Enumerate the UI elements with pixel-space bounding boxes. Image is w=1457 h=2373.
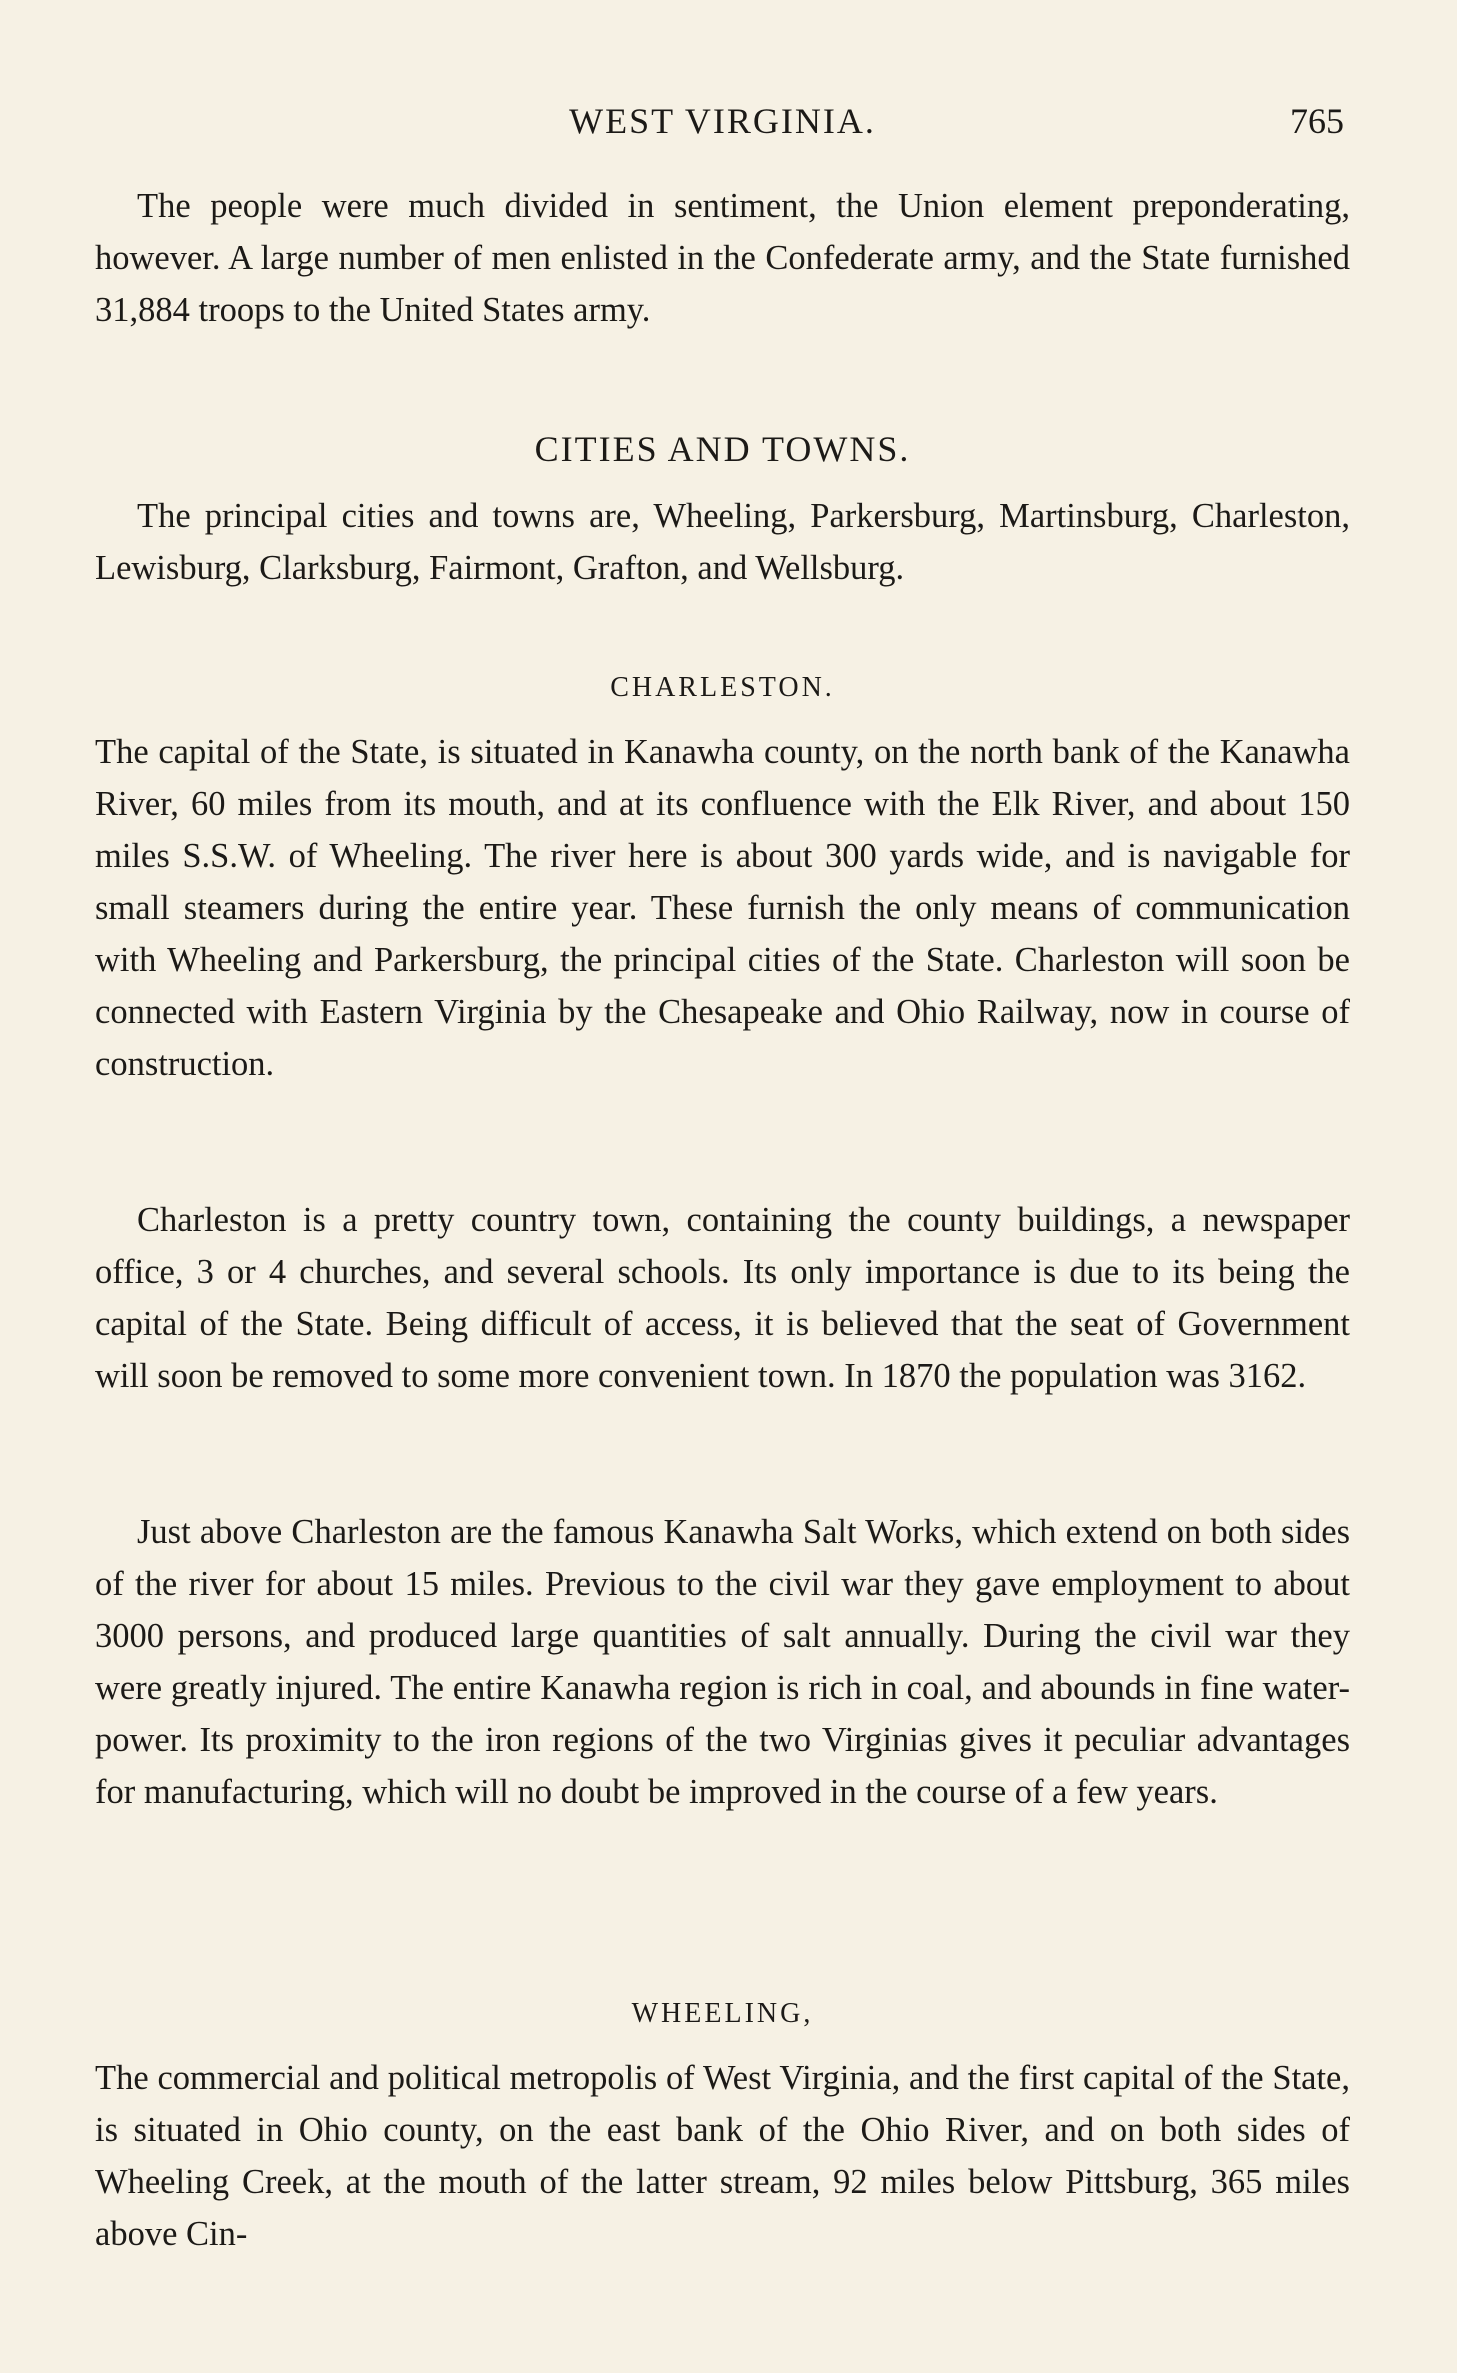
paragraph-union-sentiment: The people were much divided in sentiment, the Union element preponderating, however. A large number of men enlisted in the Confederate army, and the State furnished 31,884 troops to the United States army. [95,187,1350,329]
paragraph-charleston-town: Charleston is a pretty country town, containing the county buildings, a newspaper office, 3 or 4 churches, and several schools. Its only importance is due to its being the capital of the State. Being difficult of access, it is believed that the seat of Government will soon be removed to some more convenient town. In 1870 the population was 3162. [95,1201,1350,1395]
running-head [95,96,1350,146]
paragraph-charleston-capital: The capital of the State, is situated in Kanawha county, on the north bank of the Kanawha River, 60 miles from its mouth, and at its confluence with the Elk River, and about 150 miles S.S.W. of Wheeling. The river here is about 300 yards wide, and is navigable for small steamers during the entire year. These furnish the only means of communication with Wheeling and Parkersburg, the principal cities of the State. Charleston will soon be connected with Eastern Virginia by the Chesapeake and Ohio Railway, now in course of construction. [95,733,1350,1083]
heading-wheeling: WHEELING, [631,1998,814,2029]
heading-cities-and-towns: CITIES AND TOWNS. [534,429,911,469]
paragraph-principal-cities: The principal cities and towns are, Wheeling, Parkersburg, Martinsburg, Charleston, Lewisburg, Clarksburg, Fairmont, Grafton, and Wellsburg. [95,497,1350,587]
heading-charleston: CHARLESTON. [610,672,835,703]
paragraph-salt-works: Just above Charleston are the famous Kanawha Salt Works, which extend on both sides of the river for about 15 miles. Previous to the civil war they gave employment to about 3000 persons, and produced large quantities of salt annually. During the civil war they were greatly injured. The entire Kanawha region is rich in coal, and abounds in fine water-power. Its proximity to the iron regions of the two Virginias gives it peculiar advantages for manufacturing, which will no doubt be improved in the course of a few years. [95,1513,1350,1811]
page-number: 765 [1290,101,1344,141]
paragraph-wheeling: The commercial and political metropolis of West Virginia, and the first capital of the State, is situated in Ohio county, on the east bank of the Ohio River, and on both sides of Wheeling Creek, at the mouth of the latter stream, 92 miles below Pittsburg, 365 miles above Cin- [95,2059,1350,2253]
running-title: WEST VIRGINIA. [569,101,876,141]
